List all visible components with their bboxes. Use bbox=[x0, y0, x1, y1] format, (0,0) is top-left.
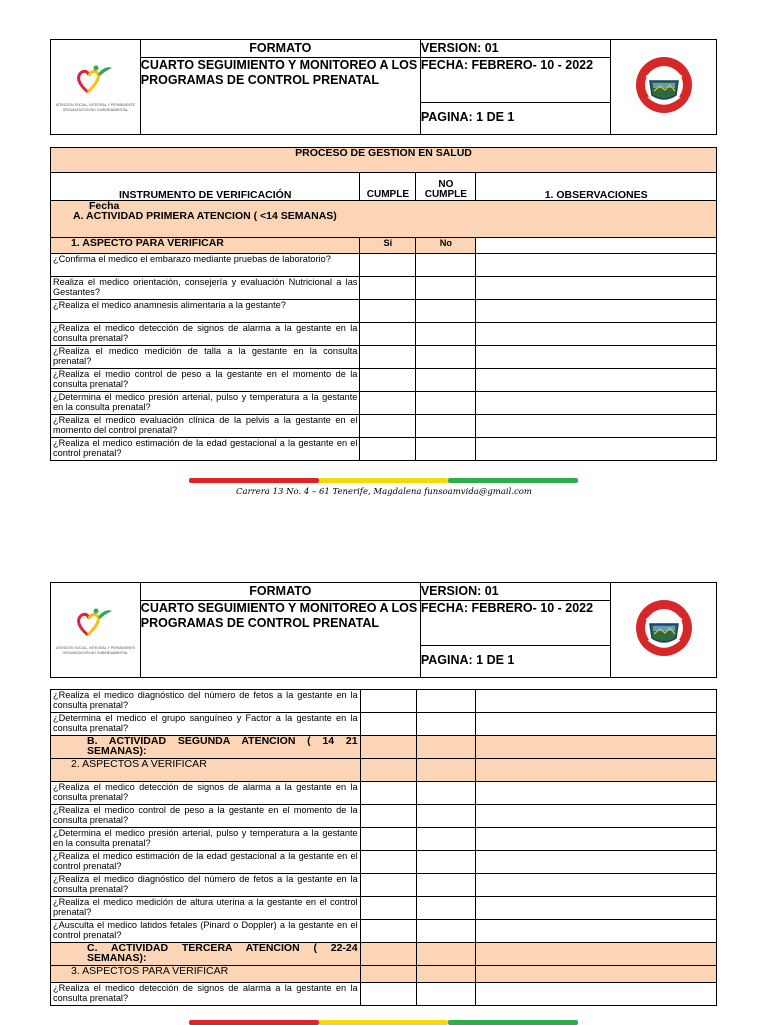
empty-cell bbox=[476, 759, 717, 782]
aspect-3-label: 3. ASPECTOS PARA VERIFICAR bbox=[51, 966, 361, 983]
observation-cell[interactable] bbox=[476, 323, 717, 346]
date-label: FECHA: FEBRERO- 10 - 2022 bbox=[420, 601, 610, 646]
municipal-seal-icon bbox=[634, 598, 694, 658]
observation-cell[interactable] bbox=[476, 369, 717, 392]
section-a-header bbox=[51, 201, 717, 238]
page-label: PAGINA: 1 DE 1 bbox=[420, 646, 610, 678]
municipal-seal-icon bbox=[634, 55, 694, 115]
question-row: ¿Realiza el medico diagnóstico del número de fetos a la gestante en la consulta prenatal? bbox=[51, 874, 361, 897]
version-label: VERSION: 01 bbox=[420, 40, 610, 58]
cumple-cell[interactable] bbox=[360, 920, 416, 943]
no-cumple-cell[interactable] bbox=[416, 415, 476, 438]
observation-cell[interactable] bbox=[476, 983, 717, 1006]
no-label: No bbox=[416, 238, 476, 254]
cumple-cell[interactable] bbox=[360, 323, 416, 346]
cumple-cell[interactable] bbox=[360, 874, 416, 897]
question-row: ¿Realiza el medico estimación de la edad gestacional a la gestante en el control prenatal? bbox=[51, 851, 361, 874]
question-row: ¿Realiza el medico diagnóstico del número de fetos a la gestante en la consulta prenatal? bbox=[51, 690, 361, 713]
version-label: VERSION: 01 bbox=[420, 583, 610, 601]
cumple-cell[interactable] bbox=[360, 897, 416, 920]
logo-caption-2: ORGANIZACION NO GUBERNAMENTAL bbox=[62, 650, 129, 655]
cumple-cell[interactable] bbox=[360, 713, 416, 736]
footer-bar-green bbox=[448, 1020, 578, 1025]
empty-cell bbox=[476, 238, 717, 254]
question-row: ¿Realiza el medico detección de signos de alarma a la gestante en la consulta prenatal? bbox=[51, 983, 361, 1006]
cumple-cell[interactable] bbox=[360, 805, 416, 828]
no-cumple-cell[interactable] bbox=[416, 920, 476, 943]
cumple-cell[interactable] bbox=[360, 851, 416, 874]
header-table-1 bbox=[50, 39, 717, 135]
no-cumple-cell[interactable] bbox=[416, 323, 476, 346]
question-row: ¿Ausculta el medico latidos fetales (Pinard o Doppler) a la gestante en el control prenatal? bbox=[51, 920, 361, 943]
heart-logo-icon bbox=[70, 605, 120, 641]
no-cumple-cell[interactable] bbox=[416, 828, 476, 851]
cumple-cell[interactable] bbox=[360, 828, 416, 851]
no-cumple-cell[interactable] bbox=[416, 805, 476, 828]
date-label: FECHA: FEBRERO- 10 - 2022 bbox=[420, 58, 610, 103]
observation-cell[interactable] bbox=[476, 828, 717, 851]
org-logo bbox=[51, 62, 140, 113]
empty-cell bbox=[476, 943, 717, 966]
format-label: FORMATO bbox=[140, 583, 420, 601]
no-cumple-cell[interactable] bbox=[416, 346, 476, 369]
empty-cell bbox=[360, 759, 416, 782]
cumple-cell[interactable] bbox=[360, 392, 416, 415]
question-row: ¿Determina el medico presión arterial, pulso y temperatura a la gestante en la consulta prenatal? bbox=[51, 392, 360, 415]
cumple-cell[interactable] bbox=[360, 277, 416, 300]
no-cumple-cell[interactable] bbox=[416, 897, 476, 920]
cumple-cell[interactable] bbox=[360, 300, 416, 323]
no-cumple-cell[interactable] bbox=[416, 392, 476, 415]
no-cumple-cell[interactable] bbox=[416, 782, 476, 805]
footer-bar-green bbox=[448, 478, 578, 483]
no-cumple-cell[interactable] bbox=[416, 874, 476, 897]
empty-cell bbox=[360, 736, 416, 759]
cumple-cell[interactable] bbox=[360, 690, 416, 713]
col-observations-header: 1. OBSERVACIONES bbox=[476, 173, 717, 201]
question-row: ¿Realiza el medico control de peso a la gestante en el momento de la consulta prenatal? bbox=[51, 805, 361, 828]
cumple-cell[interactable] bbox=[360, 782, 416, 805]
col-cumple-header: CUMPLE bbox=[360, 173, 416, 201]
empty-cell bbox=[416, 736, 476, 759]
verification-table-2 bbox=[50, 689, 717, 1006]
observation-cell[interactable] bbox=[476, 920, 717, 943]
logo-caption-2: ORGANIZACION NO GUBERNAMENTAL bbox=[62, 107, 129, 112]
cumple-cell[interactable] bbox=[360, 415, 416, 438]
question-row: ¿Realiza el medio control de peso a la gestante en el momento de la consulta prenatal? bbox=[51, 369, 360, 392]
heart-logo-icon bbox=[70, 62, 120, 98]
observation-cell[interactable] bbox=[476, 897, 717, 920]
no-cumple-cell[interactable] bbox=[416, 983, 476, 1006]
question-row: ¿Realiza el medico medición de altura uterina a la gestante en el control prenatal? bbox=[51, 897, 361, 920]
question-row: ¿Realiza el medico evaluación clínica de la pelvis a la gestante en el momento del control prenatal? bbox=[51, 415, 360, 438]
document-title: CUARTO SEGUIMIENTO Y MONITOREO A LOS PROGRAMAS DE CONTROL PRENATAL bbox=[140, 601, 420, 678]
process-title: PROCESO DE GESTION EN SALUD bbox=[51, 148, 717, 173]
aspect-2-label: 2. ASPECTOS A VERIFICAR bbox=[51, 759, 361, 782]
empty-cell bbox=[416, 966, 476, 983]
cumple-cell[interactable] bbox=[360, 346, 416, 369]
question-row: ¿Realiza el medico medición de talla a la gestante en la consulta prenatal? bbox=[51, 346, 360, 369]
footer-color-bar bbox=[189, 478, 578, 483]
logo-caption-1: ATENCION SOCIAL, INTEGRAL Y PERMANENTE bbox=[55, 102, 136, 107]
question-row: ¿Realiza el medico estimación de la edad gestacional a la gestante en el control prenatal? bbox=[51, 438, 360, 461]
cumple-cell[interactable] bbox=[360, 983, 416, 1006]
empty-cell bbox=[416, 759, 476, 782]
no-cumple-cell[interactable] bbox=[416, 438, 476, 461]
header-table-2 bbox=[50, 582, 717, 678]
question-row: ¿Confirma el medico el embarazo mediante pruebas de laboratorio? bbox=[51, 254, 360, 277]
no-cumple-cell[interactable] bbox=[416, 254, 476, 277]
footer-address: Carrera 13 No. 4 – 61 Tenerife, Magdalena funsoamvida@gmail.com bbox=[236, 487, 532, 497]
cumple-cell[interactable] bbox=[360, 369, 416, 392]
cumple-cell[interactable] bbox=[360, 438, 416, 461]
observation-cell[interactable] bbox=[476, 713, 717, 736]
no-cumple-cell[interactable] bbox=[416, 369, 476, 392]
no-cumple-cell[interactable] bbox=[416, 690, 476, 713]
org-logo bbox=[51, 605, 140, 656]
no-cumple-cell[interactable] bbox=[416, 713, 476, 736]
logo-caption-1: ATENCION SOCIAL, INTEGRAL Y PERMANENTE bbox=[55, 645, 136, 650]
empty-cell bbox=[416, 943, 476, 966]
observation-cell[interactable] bbox=[476, 805, 717, 828]
section-a-title: A. ACTIVIDAD PRIMERA ATENCION ( <14 SEMANAS) bbox=[73, 210, 337, 222]
page-label: PAGINA: 1 DE 1 bbox=[420, 103, 610, 135]
observation-cell[interactable] bbox=[476, 392, 717, 415]
observation-cell[interactable] bbox=[476, 874, 717, 897]
question-row: ¿Realiza el medico detección de signos de alarma a la gestante en la consulta prenatal? bbox=[51, 323, 360, 346]
question-row: ¿Realiza el medico detección de signos de alarma a la gestante en la consulta prenatal? bbox=[51, 782, 361, 805]
observation-cell[interactable] bbox=[476, 300, 717, 323]
no-cumple-cell[interactable] bbox=[416, 851, 476, 874]
section-b-title: B. ACTIVIDAD SEGUNDA ATENCION ( 14 21 SEMANAS): bbox=[51, 736, 361, 759]
footer-color-bar bbox=[189, 1020, 578, 1025]
org-logo-cell bbox=[51, 40, 141, 135]
org-logo-cell bbox=[51, 583, 141, 678]
observation-cell[interactable] bbox=[476, 277, 717, 300]
question-row: ¿Determina el medico presión arterial, pulso y temperatura a la gestante en la consulta prenatal? bbox=[51, 828, 361, 851]
empty-cell bbox=[476, 966, 717, 983]
footer-bar-red bbox=[189, 478, 319, 483]
section-c-title: C. ACTIVIDAD TERCERA ATENCION ( 22-24 SEMANAS): bbox=[51, 943, 361, 966]
observation-cell[interactable] bbox=[476, 254, 717, 277]
seal-cell bbox=[611, 40, 717, 135]
aspect-1-label: 1. ASPECTO PARA VERIFICAR bbox=[51, 238, 360, 254]
empty-cell bbox=[476, 736, 717, 759]
si-label: Si bbox=[360, 238, 416, 254]
question-row: Realiza el medico orientación, consejería y evaluación Nutricional a las Gestantes? bbox=[51, 277, 360, 300]
no-cumple-cell[interactable] bbox=[416, 277, 476, 300]
seal-cell bbox=[611, 583, 717, 678]
observation-cell[interactable] bbox=[476, 415, 717, 438]
footer-bar-yellow bbox=[319, 478, 449, 483]
question-row: ¿Determina el medico el grupo sanguíneo y Factor a la gestante en la consulta prenatal? bbox=[51, 713, 361, 736]
col-instrument-header: INSTRUMENTO DE VERIFICACIÓN bbox=[51, 173, 360, 201]
fecha-label: Fecha bbox=[89, 200, 120, 212]
verification-table-1 bbox=[50, 147, 717, 461]
question-row: ¿Realiza el medico anamnesis alimentaria a la gestante? bbox=[51, 300, 360, 323]
observation-cell[interactable] bbox=[476, 346, 717, 369]
empty-cell bbox=[360, 966, 416, 983]
no-cumple-cell[interactable] bbox=[416, 300, 476, 323]
format-label: FORMATO bbox=[140, 40, 420, 58]
observation-cell[interactable] bbox=[476, 851, 717, 874]
observation-cell[interactable] bbox=[476, 690, 717, 713]
footer-bar-yellow bbox=[319, 1020, 449, 1025]
observation-cell[interactable] bbox=[476, 782, 717, 805]
col-no-cumple-header: NO CUMPLE bbox=[416, 173, 476, 201]
footer-bar-red bbox=[189, 1020, 319, 1025]
observation-cell[interactable] bbox=[476, 438, 717, 461]
cumple-cell[interactable] bbox=[360, 254, 416, 277]
document-title: CUARTO SEGUIMIENTO Y MONITOREO A LOS PROGRAMAS DE CONTROL PRENATAL bbox=[140, 58, 420, 135]
empty-cell bbox=[360, 943, 416, 966]
